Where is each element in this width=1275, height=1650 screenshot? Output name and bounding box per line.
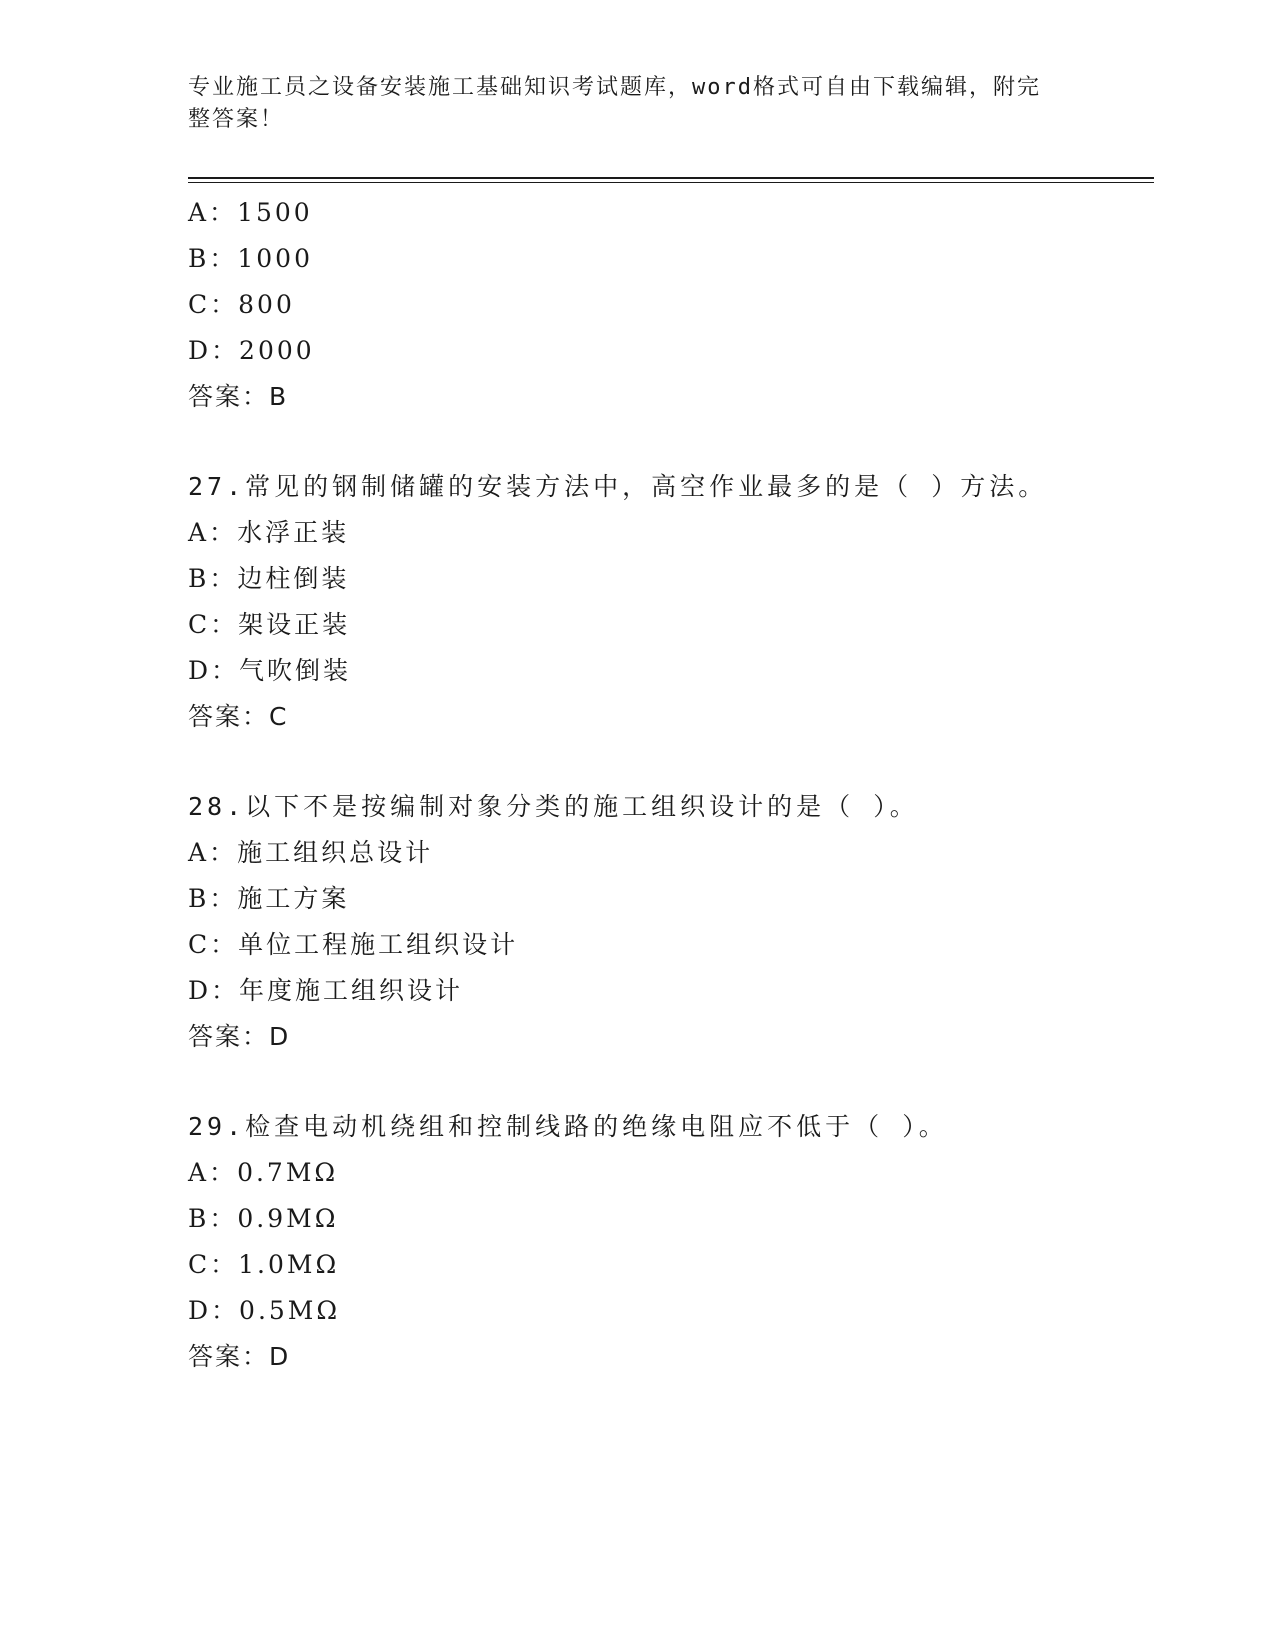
option-b: B：1000 <box>188 244 313 273</box>
option-c: C：800 <box>188 290 295 319</box>
question-text: 27.常见的钢制储罐的安装方法中，高空作业最多的是（ ）方法。 <box>188 472 1048 501</box>
header-line-1: 专业施工员之设备安装施工基础知识考试题库，word格式可自由下载编辑，附完 <box>188 75 1041 100</box>
option-a: A：施工组织总设计 <box>188 838 434 867</box>
question-block-28 <box>188 784 1154 1060</box>
option-d: D：年度施工组织设计 <box>188 976 464 1005</box>
option-c: C：1.0MΩ <box>188 1250 340 1279</box>
option-c: C：架设正装 <box>188 610 351 639</box>
option-a: A：水浮正装 <box>188 518 350 547</box>
option-b: B：边柱倒装 <box>188 564 350 593</box>
question-text: 28.以下不是按编制对象分类的施工组织设计的是（ ）。 <box>188 792 919 821</box>
page-header <box>188 72 1078 136</box>
option-b: B：施工方案 <box>188 884 350 913</box>
question-block-26 <box>188 190 1154 420</box>
option-a: A：1500 <box>188 198 313 227</box>
answer-line: 答案：C <box>188 702 289 731</box>
question-text: 29.检查电动机绕组和控制线路的绝缘电阻应不低于（ ）。 <box>188 1112 948 1141</box>
option-c: C：单位工程施工组织设计 <box>188 930 519 959</box>
option-d: D：2000 <box>188 336 315 365</box>
question-list <box>188 190 1154 1380</box>
option-b: B：0.9MΩ <box>188 1204 339 1233</box>
option-a: A：0.7MΩ <box>188 1158 339 1187</box>
answer-line: 答案：D <box>188 1342 291 1371</box>
option-d: D：0.5MΩ <box>188 1296 341 1325</box>
question-block-29 <box>188 1104 1154 1380</box>
option-d: D：气吹倒装 <box>188 656 352 685</box>
header-divider-thick <box>188 177 1154 179</box>
question-block-27 <box>188 464 1154 740</box>
answer-line: 答案：B <box>188 382 289 411</box>
header-line-2: 整答案！ <box>188 107 285 132</box>
answer-line: 答案：D <box>188 1022 291 1051</box>
header-divider-thin <box>188 182 1154 183</box>
